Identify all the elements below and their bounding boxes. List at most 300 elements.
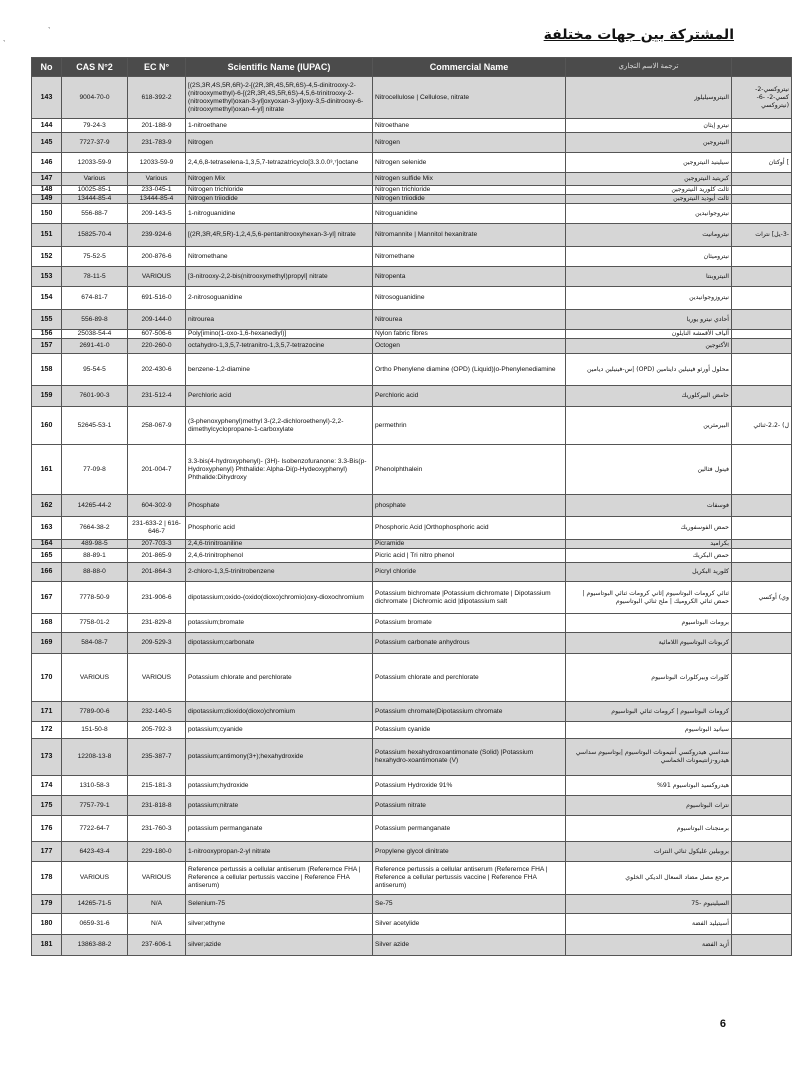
cell-cas: 14265-44-2 (62, 495, 128, 517)
cell-arabic-name: نيتروزوجوانيدين (566, 287, 732, 310)
cell-ec: 618-392-2 (128, 77, 186, 119)
cell-scientific-name: Nitromethane (186, 247, 373, 267)
cell-no: 169 (32, 633, 62, 654)
cell-cas: 10025-85-1 (62, 186, 128, 195)
cell-ec: 207-703-3 (128, 540, 186, 549)
cell-cut-off-text: ل) -2،2-ثنائي (732, 407, 792, 445)
cell-arabic-name: السيلينيوم -75 (566, 895, 732, 914)
chemicals-table (31, 57, 792, 956)
cell-commercial-name: Picryl chloride (373, 563, 566, 582)
cell-cut-off-text (732, 386, 792, 407)
cell-arabic-name: ألياف الأقمشة النايلون (566, 330, 732, 339)
cell-cas: 88-88-0 (62, 563, 128, 582)
table-row (32, 330, 792, 339)
cell-scientific-name: Reference pertussis a cellular antiserum (Referernce FHA | Reference a cellular pertussis vaccine | Reference FHA antiserum) (186, 862, 373, 895)
cell-cut-off-text (732, 935, 792, 956)
table-row (32, 195, 792, 204)
cell-arabic-name: ثنائي كرومات البوتاسيوم |ثاني كرومات ثنائي البوتاسيوم | حمض ثنائي الكروميك | ملح ثنائي البوتاسيوم (566, 582, 732, 614)
cell-cas: 79-24-3 (62, 119, 128, 133)
cell-scientific-name: potassium;nitrate (186, 796, 373, 816)
cell-scientific-name: 2-chloro-1,3,5-trinitrobenzene (186, 563, 373, 582)
cell-cut-off-text (732, 119, 792, 133)
cell-scientific-name: 2,4,6-trinitrophenol (186, 549, 373, 563)
cell-cas: 12033-59-9 (62, 153, 128, 173)
cell-arabic-name: فينول فثالين (566, 445, 732, 495)
cell-cas: 151-50-8 (62, 722, 128, 739)
cell-commercial-name: Nitropenta (373, 267, 566, 287)
cell-cut-off-text: ] أوكتان (732, 153, 792, 173)
cell-ec: 209-143-5 (128, 204, 186, 224)
cell-no: 172 (32, 722, 62, 739)
cell-ec: 607-506-6 (128, 330, 186, 339)
cell-arabic-name: نترات البوتاسيوم (566, 796, 732, 816)
cell-ec: 209-529-3 (128, 633, 186, 654)
cell-cas: 25038-54-4 (62, 330, 128, 339)
cell-ec: 691-516-0 (128, 287, 186, 310)
cell-ec: 201-188-9 (128, 119, 186, 133)
table-row (32, 633, 792, 654)
cell-ec: 12033-59-9 (128, 153, 186, 173)
col-header-commercial-name: Commercial Name (373, 58, 566, 77)
cell-cas: 489-98-5 (62, 540, 128, 549)
cell-arabic-name: كرومات البوتاسيوم | كرومات ثنائي البوتاسيوم (566, 702, 732, 722)
cell-cas: 88-89-1 (62, 549, 128, 563)
table-row (32, 862, 792, 895)
cell-cas: 9004-70-0 (62, 77, 128, 119)
cell-ec: 229-180-0 (128, 842, 186, 862)
cell-arabic-name: النيتروجين (566, 133, 732, 153)
cell-cut-off-text (732, 722, 792, 739)
cell-no: 165 (32, 549, 62, 563)
cell-arabic-name: ثالث أيوديد النيتروجين (566, 195, 732, 204)
table-row (32, 204, 792, 224)
cell-cut-off-text (732, 842, 792, 862)
cell-commercial-name: Se-75 (373, 895, 566, 914)
cell-ec: 233-045-1 (128, 186, 186, 195)
cell-no: 171 (32, 702, 62, 722)
cell-commercial-name: Nitrosoguanidine (373, 287, 566, 310)
cell-cas: 52645-53-1 (62, 407, 128, 445)
cell-no: 143 (32, 77, 62, 119)
cell-no: 155 (32, 310, 62, 330)
cell-commercial-name: Nylon fabric fibres (373, 330, 566, 339)
cell-scientific-name: Nitrogen triiodide (186, 195, 373, 204)
cell-cut-off-text (732, 495, 792, 517)
cell-commercial-name: Nitrogen (373, 133, 566, 153)
table-row (32, 549, 792, 563)
cell-no: 160 (32, 407, 62, 445)
table-row (32, 582, 792, 614)
cell-ec: 237-606-1 (128, 935, 186, 956)
cell-ec: VARIOUS (128, 862, 186, 895)
cell-cas: 7789-00-6 (62, 702, 128, 722)
cell-arabic-name: كلوريد البكريل (566, 563, 732, 582)
cell-commercial-name: Perchloric acid (373, 386, 566, 407)
cell-arabic-name: بكراميد (566, 540, 732, 549)
cell-ec: 201-864-3 (128, 563, 186, 582)
cell-cut-off-text (732, 186, 792, 195)
cell-scientific-name: potassium;antimony(3+);hexahydroxide (186, 739, 373, 776)
cell-scientific-name: Selenium-75 (186, 895, 373, 914)
cell-cas: 6423-43-4 (62, 842, 128, 862)
cell-cut-off-text: -3-يل] نترات (732, 224, 792, 247)
cell-arabic-name: نيترومانيت (566, 224, 732, 247)
table-row (32, 654, 792, 702)
cell-cas: 7664-38-2 (62, 517, 128, 540)
cell-ec: Various (128, 173, 186, 186)
cell-cut-off-text (732, 654, 792, 702)
cell-cut-off-text (732, 517, 792, 540)
cell-commercial-name: Nitrogen sulfide Mix (373, 173, 566, 186)
cell-scientific-name: (3-phenoxyphenyl)methyl 3-(2,2-dichloroethenyl)-2,2-dimethylcyclopropane-1-carboxylate (186, 407, 373, 445)
cell-scientific-name: Nitrogen Mix (186, 173, 373, 186)
col-header-ec: EC N° (128, 58, 186, 77)
cell-ec: 604-302-9 (128, 495, 186, 517)
cell-arabic-name: نيتروجوانيدين (566, 204, 732, 224)
cell-scientific-name: potassium permanganate (186, 816, 373, 842)
cell-commercial-name: Phosphoric Acid |Orthophosphoric acid (373, 517, 566, 540)
cell-no: 164 (32, 540, 62, 549)
cell-no: 144 (32, 119, 62, 133)
cell-ec: 258-067-9 (128, 407, 186, 445)
cell-commercial-name: Nitrourea (373, 310, 566, 330)
cell-arabic-name: كبريتيد النيتروجين (566, 173, 732, 186)
cell-commercial-name: Potassium hexahydroxoantimonate (Solid) |Potassium hexahydro-xoantimonate (V) (373, 739, 566, 776)
cell-ec: 201-865-9 (128, 549, 186, 563)
cell-arabic-name: أحادي نيترو يوريا (566, 310, 732, 330)
cell-commercial-name: Nitroguanidine (373, 204, 566, 224)
cell-commercial-name: Potassium Hydroxide 91% (373, 776, 566, 796)
table-row (32, 77, 792, 119)
cell-no: 149 (32, 195, 62, 204)
cell-scientific-name: Nitrogen trichloride (186, 186, 373, 195)
cell-arabic-name: محلول أورثو فينيلين داينامين (OPD) |س-فينيلين ديامين (566, 354, 732, 386)
cell-arabic-name: كلورات وبيركلورات البوتاسيوم (566, 654, 732, 702)
cell-cas: 584-08-7 (62, 633, 128, 654)
cell-no: 173 (32, 739, 62, 776)
cell-cut-off-text: وي) أوكسي (732, 582, 792, 614)
cell-scientific-name: nitrourea (186, 310, 373, 330)
cell-no: 153 (32, 267, 62, 287)
cell-ec: VARIOUS (128, 654, 186, 702)
cell-cas: 2691-41-0 (62, 339, 128, 354)
cell-cas: VARIOUS (62, 862, 128, 895)
cell-commercial-name: permethrin (373, 407, 566, 445)
cell-commercial-name: phosphate (373, 495, 566, 517)
cell-commercial-name: Nitromethane (373, 247, 566, 267)
table-row (32, 739, 792, 776)
cell-arabic-name: ثالث كلوريد النيتروجين (566, 186, 732, 195)
cell-scientific-name: 3.3-bis(4-hydroxyphenyl)- (3H)- Isobenzofuranone: 3.3-Bis(p-Hydroxyphenyl) Phthalide: Alpha-Di(p-Hydeoxyphenyl) Phthalide:Dihydroxy (186, 445, 373, 495)
page-number: 6 (719, 1018, 726, 1030)
table-row (32, 895, 792, 914)
cell-arabic-name: سداسي هيدروكسي أنتيمونات البوتاسيوم |بوتاسيوم سداسي هيدرو-زانتيمونات الخماسي (566, 739, 732, 776)
cell-scientific-name: 2,4,6-trinitroaniline (186, 540, 373, 549)
cell-commercial-name: Nitromannite | Mannitol hexanitrate (373, 224, 566, 247)
cell-no: 178 (32, 862, 62, 895)
cell-commercial-name: Picramide (373, 540, 566, 549)
cell-commercial-name: Ortho Phenylene diamine (OPD) (Liquid)|o-Phenylenediamine (373, 354, 566, 386)
cell-ec: 209-144-0 (128, 310, 186, 330)
table-row (32, 133, 792, 153)
cell-no: 176 (32, 816, 62, 842)
cell-arabic-name: الأكتوجين (566, 339, 732, 354)
cell-ec: 231-783-9 (128, 133, 186, 153)
cell-cas: 75-52-5 (62, 247, 128, 267)
table-row (32, 914, 792, 935)
cell-commercial-name: Nitrogen selenide (373, 153, 566, 173)
cell-commercial-name: Nitrogen triiodide (373, 195, 566, 204)
cell-arabic-name: نيتروميثان (566, 247, 732, 267)
table-row (32, 722, 792, 739)
cell-no: 163 (32, 517, 62, 540)
cell-commercial-name: Potassium carbonate anhydrous (373, 633, 566, 654)
cell-no: 179 (32, 895, 62, 914)
cell-ec: 201-004-7 (128, 445, 186, 495)
cell-cas: 7758-01-2 (62, 614, 128, 633)
cell-commercial-name: Octogen (373, 339, 566, 354)
cell-cas: 77-09-8 (62, 445, 128, 495)
page-heading: المشتركة بين جهات مختلفة (543, 27, 734, 43)
cell-ec: N/A (128, 914, 186, 935)
cell-no: 170 (32, 654, 62, 702)
cell-no: 150 (32, 204, 62, 224)
cell-cut-off-text (732, 540, 792, 549)
cell-arabic-name: برمنجنات البوتاسيوم (566, 816, 732, 842)
cell-ec: 231-818-8 (128, 796, 186, 816)
cell-scientific-name: Perchloric acid (186, 386, 373, 407)
cell-cut-off-text (732, 267, 792, 287)
cell-scientific-name: dipotassium;carbonate (186, 633, 373, 654)
cell-cut-off-text (732, 862, 792, 895)
cell-no: 146 (32, 153, 62, 173)
table-row (32, 173, 792, 186)
table-row (32, 354, 792, 386)
cell-ec: N/A (128, 895, 186, 914)
col-header-cas: CAS N°2 (62, 58, 128, 77)
cell-arabic-name: النيتروبنتا (566, 267, 732, 287)
table-row (32, 935, 792, 956)
table-row (32, 310, 792, 330)
cell-cut-off-text (732, 287, 792, 310)
cell-ec: 231-512-4 (128, 386, 186, 407)
cell-cut-off-text (732, 339, 792, 354)
cell-ec: 231-760-3 (128, 816, 186, 842)
table-row (32, 186, 792, 195)
cell-scientific-name: [(2S,3R,4S,5R,6R)-2-[(2R,3R,4S,5R,6S)-4,5-dinitrooxy-2-(nitrooxymethyl)-6-[(2R,3R,4S,5R,6S)-4,5,6-trinitrooxy-2-(nitrooxymethyl)oxan-3-yl]oxyoxan-3-yl]oxy-3,5-dinitrooxy-6-(nitrooxymethyl)oxan-4-yl] nitrate (186, 77, 373, 119)
cell-scientific-name: Poly[imino(1-oxo-1,6-hexanediyl)] (186, 330, 373, 339)
cell-cas: 7757-79-1 (62, 796, 128, 816)
table-row (32, 224, 792, 247)
cell-cut-off-text (732, 310, 792, 330)
cell-ec: 202-430-6 (128, 354, 186, 386)
cell-scientific-name: potassium;bromate (186, 614, 373, 633)
cell-no: 154 (32, 287, 62, 310)
table-body (32, 77, 792, 956)
cell-no: 167 (32, 582, 62, 614)
cell-cas: VARIOUS (62, 654, 128, 702)
cell-commercial-name: Potassium nitrate (373, 796, 566, 816)
cell-ec: 13444-85-4 (128, 195, 186, 204)
table-row (32, 517, 792, 540)
table-row (32, 776, 792, 796)
cell-cut-off-text (732, 133, 792, 153)
table-row (32, 816, 792, 842)
cell-ec: 231-633-2 | 616-646-7 (128, 517, 186, 540)
cell-scientific-name: 1-nitroethane (186, 119, 373, 133)
cell-arabic-name: أزيد الفضة (566, 935, 732, 956)
cell-cas: 7601-90-3 (62, 386, 128, 407)
cell-no: 168 (32, 614, 62, 633)
cell-no: 158 (32, 354, 62, 386)
cell-cas: 95-54-5 (62, 354, 128, 386)
cell-no: 147 (32, 173, 62, 186)
cell-no: 148 (32, 186, 62, 195)
cell-no: 181 (32, 935, 62, 956)
cell-cut-off-text (732, 354, 792, 386)
cell-scientific-name: silver;ethyne (186, 914, 373, 935)
table-row (32, 287, 792, 310)
table-row (32, 339, 792, 354)
cell-arabic-name: النيتروسيليلوز (566, 77, 732, 119)
cell-arabic-name: سيانيد البوتاسيوم (566, 722, 732, 739)
cell-scientific-name: dipotassium;oxido-(oxido(dioxo)chromio)oxy-dioxochromium (186, 582, 373, 614)
cell-commercial-name: Potassium permanganate (373, 816, 566, 842)
col-header-extra (732, 58, 792, 77)
cell-no: 174 (32, 776, 62, 796)
cell-no: 175 (32, 796, 62, 816)
cell-commercial-name: Picric acid | Tri nitro phenol (373, 549, 566, 563)
cell-cut-off-text (732, 614, 792, 633)
cell-cas: 556-88-7 (62, 204, 128, 224)
cell-ec: VARIOUS (128, 267, 186, 287)
cell-commercial-name: Potassium cyanide (373, 722, 566, 739)
cell-scientific-name: octahydro-1,3,5,7-tetranitro-1,3,5,7-tetrazocine (186, 339, 373, 354)
table-row (32, 267, 792, 287)
cell-cut-off-text (732, 914, 792, 935)
table-row (32, 614, 792, 633)
cell-no: 180 (32, 914, 62, 935)
cell-cas: 78-11-5 (62, 267, 128, 287)
cell-cut-off-text (732, 895, 792, 914)
col-header-arabic-translation: ترجمة الاسم التجاري (566, 58, 732, 77)
table-row (32, 702, 792, 722)
table-row (32, 119, 792, 133)
table-row (32, 386, 792, 407)
cell-ec: 231-829-8 (128, 614, 186, 633)
cell-no: 161 (32, 445, 62, 495)
cell-arabic-name: حامض البيركلوريك (566, 386, 732, 407)
cell-cut-off-text (732, 330, 792, 339)
table-row (32, 796, 792, 816)
cell-no: 151 (32, 224, 62, 247)
cell-cut-off-text (732, 173, 792, 186)
cell-scientific-name: dipotassium;dioxido(dioxo)chromium (186, 702, 373, 722)
col-header-scientific-name: Scientific Name (IUPAC) (186, 58, 373, 77)
cell-cut-off-text (732, 563, 792, 582)
cell-scientific-name: [(2R,3R,4R,5R)-1,2,4,5,6-pentanitrooxyhexan-3-yl] nitrate (186, 224, 373, 247)
cell-ec: 220-260-0 (128, 339, 186, 354)
cell-commercial-name: Potassium bromate (373, 614, 566, 633)
table-row (32, 445, 792, 495)
cell-arabic-name: برومات البوتاسيوم (566, 614, 732, 633)
cell-cut-off-text (732, 247, 792, 267)
table-row (32, 247, 792, 267)
table-row (32, 842, 792, 862)
cell-cas: 7727-37-9 (62, 133, 128, 153)
cell-cut-off-text (732, 702, 792, 722)
cell-cut-off-text (732, 796, 792, 816)
cell-ec: 239-924-6 (128, 224, 186, 247)
cell-scientific-name: silver;azide (186, 935, 373, 956)
col-header-no: No (32, 58, 62, 77)
cell-cas: 556-89-8 (62, 310, 128, 330)
cell-commercial-name: Nitroethane (373, 119, 566, 133)
cell-scientific-name: Phosphate (186, 495, 373, 517)
cell-ec: 231-906-6 (128, 582, 186, 614)
cell-commercial-name: Reference pertussis a cellular antiserum (Referernce FHA | Reference a cellular pertussis vaccine | Reference FHA antiserum) (373, 862, 566, 895)
cell-cut-off-text (732, 445, 792, 495)
scan-mark: ˎ (48, 20, 51, 29)
cell-cut-off-text (732, 633, 792, 654)
cell-scientific-name: potassium;hydroxide (186, 776, 373, 796)
cell-cut-off-text (732, 776, 792, 796)
cell-ec: 205-792-3 (128, 722, 186, 739)
cell-scientific-name: 2-nitrosoguanidine (186, 287, 373, 310)
cell-arabic-name: أسيتيليد الفضة (566, 914, 732, 935)
cell-cas: 7722-64-7 (62, 816, 128, 842)
cell-no: 166 (32, 563, 62, 582)
table-row (32, 153, 792, 173)
cell-cas: 0659-31-6 (62, 914, 128, 935)
cell-commercial-name: Phenolphthalein (373, 445, 566, 495)
cell-cas: 15825-70-4 (62, 224, 128, 247)
cell-cas: 13444-85-4 (62, 195, 128, 204)
cell-no: 177 (32, 842, 62, 862)
cell-cut-off-text (732, 816, 792, 842)
cell-scientific-name: benzene-1,2-diamine (186, 354, 373, 386)
cell-arabic-name: حمض الفوسفوريك (566, 517, 732, 540)
cell-arabic-name: سيلينيد النيتروجين (566, 153, 732, 173)
table-header-row (32, 58, 792, 77)
cell-no: 162 (32, 495, 62, 517)
cell-arabic-name: مرجع مصل مضاد السعال الديكي الخلوي (566, 862, 732, 895)
cell-commercial-name: Nitrogen trichloride (373, 186, 566, 195)
cell-cas: 14265-71-5 (62, 895, 128, 914)
cell-no: 159 (32, 386, 62, 407)
table-row (32, 495, 792, 517)
cell-scientific-name: 1-nitrooxypropan-2-yl nitrate (186, 842, 373, 862)
cell-arabic-name: البيرمثرين (566, 407, 732, 445)
table-row (32, 407, 792, 445)
cell-ec: 215-181-3 (128, 776, 186, 796)
table-row (32, 540, 792, 549)
cell-ec: 232-140-5 (128, 702, 186, 722)
cell-scientific-name: 2,4,6,8-tetraselena-1,3,5,7-tetrazatricyclo[3.3.0.0³,⁷]octane (186, 153, 373, 173)
cell-arabic-name: حمض البكريك (566, 549, 732, 563)
cell-commercial-name: Silver acetylide (373, 914, 566, 935)
cell-ec: 235-387-7 (128, 739, 186, 776)
cell-commercial-name: Nitrocellulose | Cellulose, nitrate (373, 77, 566, 119)
cell-scientific-name: Nitrogen (186, 133, 373, 153)
cell-cas: 674-81-7 (62, 287, 128, 310)
cell-cas: 12208-13-8 (62, 739, 128, 776)
cell-scientific-name: Phosphoric acid (186, 517, 373, 540)
cell-cas: Various (62, 173, 128, 186)
cell-cut-off-text (732, 739, 792, 776)
cell-no: 145 (32, 133, 62, 153)
cell-scientific-name: potassium;cyanide (186, 722, 373, 739)
